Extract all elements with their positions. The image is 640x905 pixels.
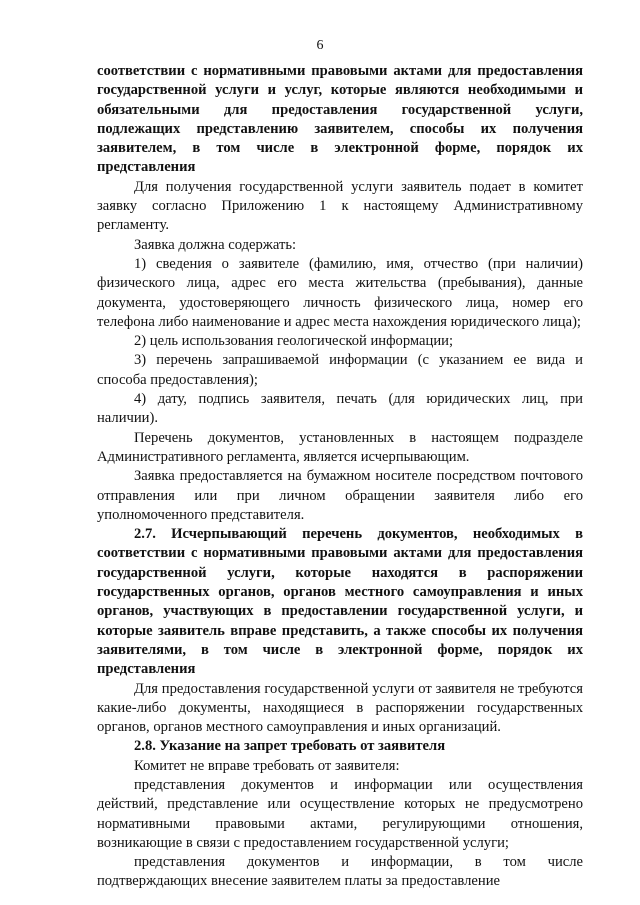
page-number: 6: [316, 38, 324, 53]
paragraph: Для предоставления государственной услуги от заявителя не требуются какие-либо документы, находящиеся в распоряжении государственных органов, органов местного самоуправления и иных организаций.: [97, 680, 583, 736]
paragraph: Заявка предоставляется на бумажном носителе посредством почтового отправления или при личном обращении заявителя либо его уполномоченного представителя.: [97, 468, 583, 523]
paragraph: Перечень документов, установленных в настоящем подразделе Административного регламента, является исчерпывающим.: [97, 429, 583, 465]
paragraph-2-6-heading-continuation: соответствии с нормативными правовыми актами для предоставления государственной услуги и услуг, которые являются необходимыми и обязательными для предоставления государственной услуги, подлежащих представлению заявителем, способы их получения заявителем, в том числе в электронной форме, порядок их представления: [97, 63, 583, 176]
paragraph: Для получения государственной услуги заявитель подает в комитет заявку согласно Приложению 1 к настоящему Административному регламенту.: [97, 178, 583, 234]
list-item: 4) дату, подпись заявителя, печать (для юридических лиц, при наличии).: [97, 391, 583, 427]
paragraph: представления документов и информации или осуществления действий, представление или осуществление которых не предусмотрено нормативными правовыми актами, регулирующими отношения, возникающие в связи с предоставлением государственной услуги;: [97, 776, 583, 851]
section-heading-2-7: 2.7. Исчерпывающий перечень документов, необходимых в соответствии с нормативными правовыми актами для предоставления государственной услуги, которые находятся в распоряжении государственных органов, органов местного самоуправления и иных органов, участвующих в предоставлении государственной услуги, и которые заявитель вправе представить, а также способы их получения заявителями, в том числе в электронной форме, порядок их представления: [97, 526, 583, 678]
list-item: 3) перечень запрашиваемой информации (с указанием ее вида и способа предоставления);: [97, 352, 583, 388]
list-item: 2) цель использования геологической информации;: [134, 333, 454, 350]
paragraph: представления документов и информации, в том числе подтверждающих внесение заявителем платы за предоставление: [97, 854, 583, 890]
paragraph: Комитет не вправе требовать от заявителя:: [134, 757, 400, 774]
section-heading-2-8: 2.8. Указание на запрет требовать от заявителя: [134, 738, 446, 755]
paragraph: Заявка должна содержать:: [134, 236, 297, 253]
list-item: 1) сведения о заявителе (фамилию, имя, отчество (при наличии) физического лица, адрес его места жительства (пребывания), данные документа, удостоверяющего личность физического лица, номер его телефона либо наименование и адрес места нахождения юридического лица);: [97, 255, 583, 330]
page-body: [97, 62, 583, 892]
